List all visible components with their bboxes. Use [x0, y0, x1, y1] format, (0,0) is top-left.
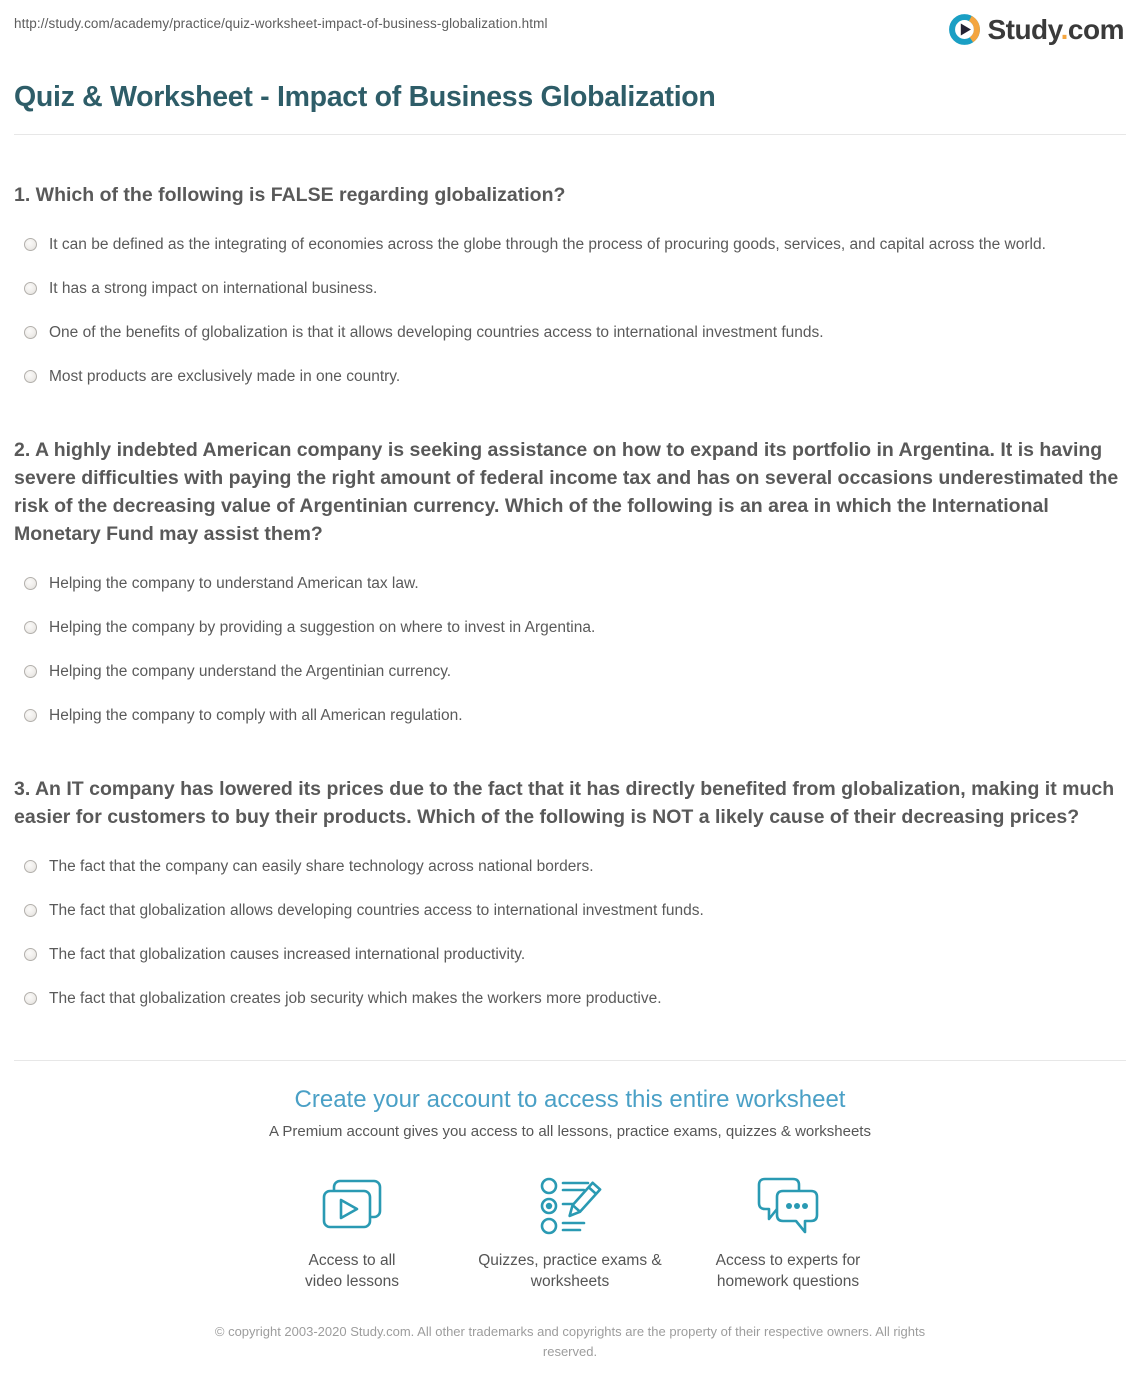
- radio-button[interactable]: [24, 665, 37, 678]
- answer-option[interactable]: [0, 319, 1140, 346]
- video-lessons-icon: [319, 1174, 385, 1238]
- features-row: [0, 1174, 1140, 1292]
- premium-subtitle: A Premium account gives you access to all lessons, practice exams, quizzes & worksheets: [269, 1123, 871, 1140]
- answer-option-label: The fact that globalization causes increased international productivity.: [49, 946, 526, 963]
- answer-option-label: Helping the company to comply with all American regulation.: [49, 707, 463, 724]
- question-1: [0, 181, 1140, 390]
- create-account-link[interactable]: Create your account to access this entire worksheet: [294, 1086, 846, 1113]
- radio-button[interactable]: [24, 709, 37, 722]
- answer-option-label: Helping the company by providing a suggestion on where to invest in Argentina.: [49, 619, 596, 636]
- radio-button[interactable]: [24, 860, 37, 873]
- answer-option-label: Most products are exclusively made in one country.: [49, 368, 401, 385]
- radio-button[interactable]: [24, 577, 37, 590]
- title-divider: [14, 134, 1126, 135]
- feature-label: Access to experts for homework questions: [715, 1252, 861, 1290]
- answer-option[interactable]: [0, 941, 1140, 968]
- copyright-text: © copyright 2003-2020 Study.com. All other trademarks and copyrights are the property of their respective owners. All rights reserved.: [214, 1324, 926, 1359]
- answer-option[interactable]: [0, 658, 1140, 685]
- answer-option-label: One of the benefits of globalization is that it allows developing countries access to international investment funds.: [49, 324, 824, 341]
- study-logo[interactable]: [947, 12, 1124, 47]
- answer-option[interactable]: [0, 275, 1140, 302]
- feature-video-lessons: [243, 1174, 461, 1292]
- study-logo-icon: [947, 12, 982, 47]
- radio-button[interactable]: [24, 948, 37, 961]
- question-text: 1. Which of the following is FALSE regarding globalization?: [14, 184, 566, 206]
- feature-quizzes: [461, 1174, 679, 1292]
- question-text: 3. An IT company has lowered its prices due to the fact that it has directly benefited from globalization, making it much easier for customers to buy their products. Which of the following is NOT a likely cause of their decreasing prices?: [14, 778, 1115, 828]
- question-3: [0, 775, 1140, 1012]
- feature-label: Access to all video lessons: [305, 1252, 399, 1290]
- answer-option-label: Helping the company understand the Argentinian currency.: [49, 663, 452, 680]
- radio-button[interactable]: [24, 992, 37, 1005]
- answer-option-label: Helping the company to understand American tax law.: [49, 575, 419, 592]
- question-text: 2. A highly indebted American company is seeking assistance on how to expand its portfolio in Argentina. It is having severe difficulties with paying the right amount of federal income tax and has on several occasions underestimated the risk of the decreasing value of Argentinian currency. Which of the following is an area in which the International Monetary Fund may assist them?: [14, 439, 1119, 545]
- quizzes-worksheets-icon: [538, 1174, 602, 1238]
- question-2: [0, 436, 1140, 729]
- answer-option[interactable]: [0, 853, 1140, 880]
- page-header: [0, 0, 1140, 47]
- radio-button[interactable]: [24, 238, 37, 251]
- page-title: Quiz & Worksheet - Impact of Business Globalization: [14, 81, 716, 113]
- answer-option-label: It can be defined as the integrating of economies across the globe through the process of procuring goods, services, and capital across the world.: [49, 236, 1046, 253]
- radio-button[interactable]: [24, 282, 37, 295]
- page-url: http://study.com/academy/practice/quiz-worksheet-impact-of-business-globalization.html: [14, 16, 548, 31]
- cta-section: [0, 1061, 1140, 1292]
- answer-option[interactable]: [0, 363, 1140, 390]
- answer-option[interactable]: [0, 985, 1140, 1012]
- question-3-options: [0, 853, 1140, 1012]
- radio-button[interactable]: [24, 621, 37, 634]
- study-logo-text: Study.com: [987, 13, 1124, 45]
- feature-experts: [679, 1174, 897, 1292]
- question-1-options: [0, 231, 1140, 390]
- answer-option[interactable]: [0, 570, 1140, 597]
- answer-option-label: The fact that globalization creates job security which makes the workers more productive.: [49, 990, 662, 1007]
- radio-button[interactable]: [24, 904, 37, 917]
- answer-option-label: The fact that globalization allows developing countries access to international investment funds.: [49, 902, 704, 919]
- chat-experts-icon: [755, 1174, 821, 1238]
- feature-label: Quizzes, practice exams & worksheets: [478, 1252, 662, 1290]
- answer-option[interactable]: [0, 231, 1140, 258]
- logo-dot: .: [1060, 13, 1068, 45]
- answer-option[interactable]: [0, 897, 1140, 924]
- question-2-options: [0, 570, 1140, 729]
- answer-option-label: The fact that the company can easily share technology across national borders.: [49, 858, 594, 875]
- radio-button[interactable]: [24, 370, 37, 383]
- answer-option[interactable]: [0, 702, 1140, 729]
- radio-button[interactable]: [24, 326, 37, 339]
- answer-option-label: It has a strong impact on international business.: [49, 280, 378, 297]
- answer-option[interactable]: [0, 614, 1140, 641]
